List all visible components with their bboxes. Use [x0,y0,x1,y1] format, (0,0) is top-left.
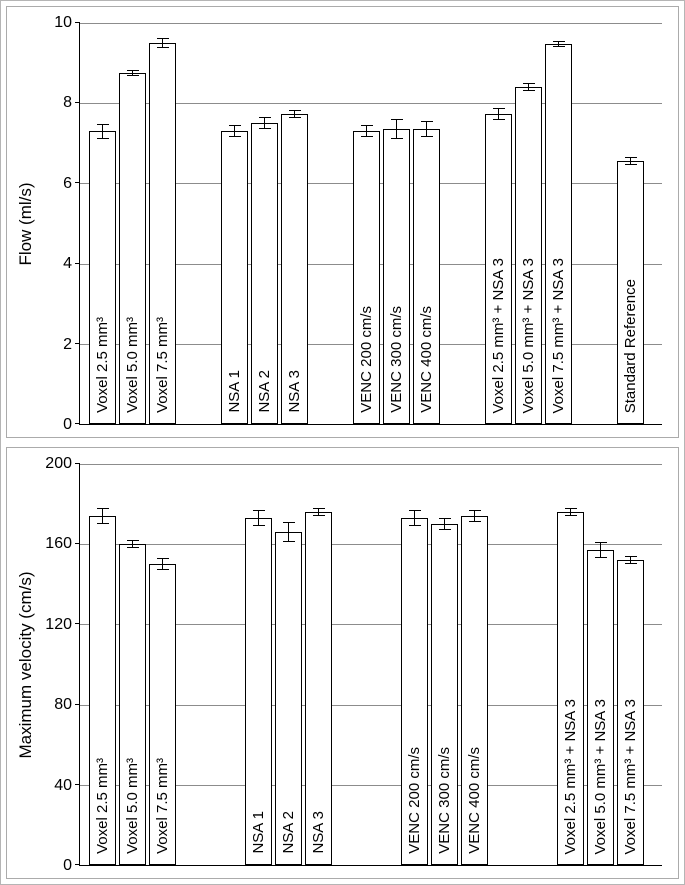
error-bar [595,542,607,558]
y-axis-label-box [11,23,41,425]
bar-rect [275,532,302,865]
error-bar [625,556,637,564]
bar-rect [413,129,440,424]
bar-rect [545,44,572,424]
y-tick-label: 2 [63,335,72,353]
bar-label: Voxel 2.5 mm³ + NSA 3 [562,698,579,854]
bar-label: Voxel 2.5 mm³ [94,758,111,854]
bar-label: Voxel 7.5 mm³ + NSA 3 [550,257,567,413]
y-axis-label: Maximum velocity (cm/s) [16,571,35,759]
plot-area [79,23,662,425]
bar-rect [515,87,542,424]
error-bar [565,508,577,516]
bar-label: NSA 3 [310,811,327,854]
bar-label: VENC 300 cm/s [436,747,453,854]
error-bar [259,117,271,129]
bar-group-voxel-plus-nsa [485,23,572,424]
error-bar [97,508,109,524]
error-bar [469,510,481,522]
bar-label: Voxel 2.5 mm³ [94,317,111,413]
bar-rect [353,131,380,424]
velocity-chart [11,455,666,874]
bar-label: VENC 400 cm/s [466,747,483,854]
bar-rect [119,73,146,424]
bar-rect [557,512,584,865]
bar-label: Voxel 2.5 mm³ + NSA 3 [490,257,507,413]
bar-group-reference [617,23,644,424]
bar-rect [281,114,308,424]
bar-rect [431,524,458,865]
bar [305,464,332,865]
plot-area [79,464,662,866]
error-bar [313,508,325,516]
bars-area [80,464,662,865]
bar-rect [401,518,428,865]
bar-rect [461,516,488,865]
error-bar [625,157,637,165]
bar [251,23,278,424]
bar-rect [149,564,176,865]
bar [221,23,248,424]
bar [587,464,614,865]
bar-label: Voxel 7.5 mm³ [154,758,171,854]
bar [401,464,428,865]
error-bar [553,41,565,47]
y-axis-label-box [11,464,41,866]
bar-rect [119,544,146,865]
bar-label: VENC 300 cm/s [388,306,405,413]
y-tick-label: 40 [54,776,72,794]
bar [545,23,572,424]
bar-rect [587,550,614,865]
y-axis [41,14,79,433]
bar [617,23,644,424]
bar-rect [89,516,116,865]
error-bar [229,125,241,137]
error-bar [127,70,139,76]
error-bar [253,510,265,526]
bar-label: Voxel 5.0 mm³ + NSA 3 [520,257,537,413]
bar-label: Voxel 5.0 mm³ + NSA 3 [592,698,609,854]
bar-rect [245,518,272,865]
error-bar [439,518,451,530]
y-tick-label: 0 [63,416,72,433]
error-bar [157,558,169,570]
bar-group-voxel [89,464,176,865]
bar [383,23,410,424]
error-bar [97,124,109,138]
bar [413,23,440,424]
bar [485,23,512,424]
bar-label: NSA 2 [256,370,273,413]
y-tick-label: 10 [54,14,72,31]
bar-label: NSA 1 [250,811,267,854]
bar-rect [221,131,248,424]
bar-label: Voxel 5.0 mm³ [124,758,141,854]
bar [119,23,146,424]
error-bar [289,110,301,118]
error-bar [391,119,403,139]
error-bar [127,540,139,548]
bar-rect [89,131,116,424]
bar [281,23,308,424]
bar-label: Voxel 7.5 mm³ + NSA 3 [622,698,639,854]
bar [119,464,146,865]
bar-rect [251,123,278,424]
y-axis-label: Flow (ml/s) [16,182,35,266]
bar [557,464,584,865]
flow-chart [11,14,666,433]
y-tick-label: 120 [45,615,72,633]
bar [89,23,116,424]
error-bar [283,522,295,542]
error-bar [523,83,535,91]
bar [245,464,272,865]
error-bar [421,121,433,137]
y-tick-label: 4 [63,255,72,273]
velocity-chart-panel [6,447,679,879]
bar-label: VENC 200 cm/s [358,306,375,413]
bar-label: NSA 3 [286,370,303,413]
bar [149,464,176,865]
bar-label: VENC 400 cm/s [418,306,435,413]
bar-rect [485,114,512,424]
error-bar [157,38,169,48]
y-tick-label: 8 [63,94,72,112]
flow-chart-panel [6,6,679,438]
bar-label: Voxel 7.5 mm³ [154,317,171,413]
bar [89,464,116,865]
bar-rect [305,512,332,865]
bar-group-voxel [89,23,176,424]
y-tick-label: 160 [45,535,72,553]
y-tick-label: 6 [63,174,72,192]
bar-group-voxel-plus-nsa [557,464,644,865]
bar-group-venc [401,464,488,865]
bar [515,23,542,424]
bar-label: VENC 200 cm/s [406,747,423,854]
bar-rect [149,43,176,424]
bar-rect [617,161,644,424]
bar-group-nsa [221,23,308,424]
bar-group-venc [353,23,440,424]
bar-label: Standard Reference [622,278,639,413]
y-tick-label: 80 [54,696,72,714]
bar [617,464,644,865]
bar [275,464,302,865]
bars-area [80,23,662,424]
error-bar [493,108,505,120]
y-tick-label: 0 [63,857,72,874]
error-bar [361,125,373,137]
bar [461,464,488,865]
bar-label: Voxel 5.0 mm³ [124,317,141,413]
bar [431,464,458,865]
error-bar [409,510,421,526]
bar [353,23,380,424]
y-tick-label: 200 [45,455,72,472]
bar-group-nsa [245,464,332,865]
y-axis [41,455,79,874]
bar-label: NSA 2 [280,811,297,854]
bar-label: NSA 1 [226,370,243,413]
bar-rect [383,129,410,424]
bar-rect [617,560,644,865]
bar [149,23,176,424]
